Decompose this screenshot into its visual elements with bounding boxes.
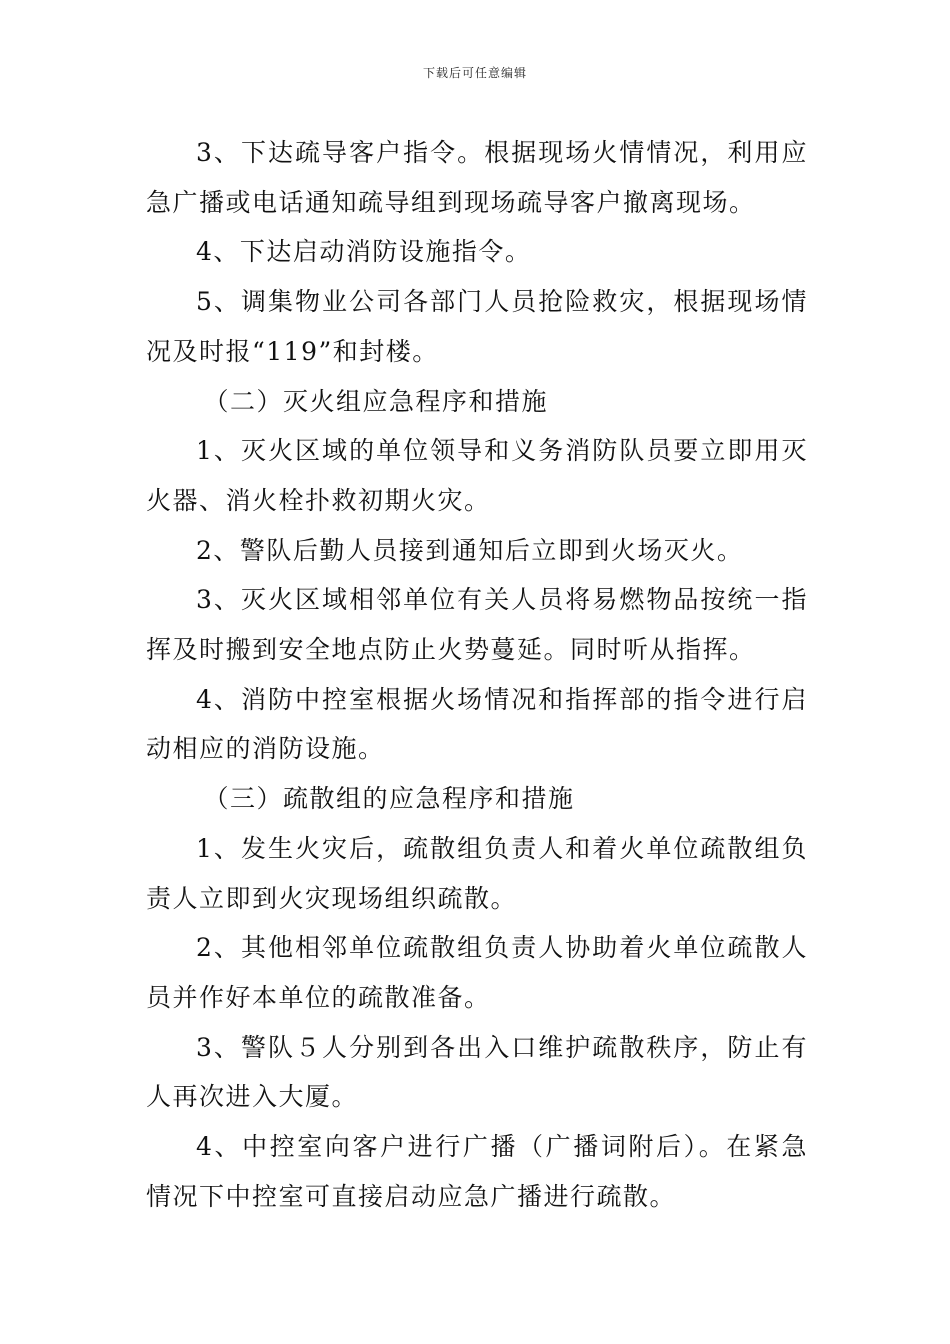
paragraph-evacuation-2: 2、其他相邻单位疏散组负责人协助着火单位疏散人员并作好本单位的疏散准备。 bbox=[146, 933, 808, 1012]
section-heading-firefighting-group: （二）灭火组应急程序和措施 bbox=[203, 386, 549, 416]
paragraph-firefighting-2: 2、警队后勤人员接到通知后立即到火场灭火。 bbox=[196, 535, 744, 565]
paragraph-evacuation-1: 1、发生火灾后，疏散组负责人和着火单位疏散组负责人立即到火灾现场组织疏散。 bbox=[146, 833, 808, 913]
paragraph-evacuation-3: 3、警队５人分别到各出入口维护疏散秩序，防止有人再次进入大厦。 bbox=[146, 1032, 808, 1112]
paragraph-firefighting-1: 1、灭火区域的单位领导和义务消防队员要立即用灭火器、消火栓扑救初期火灾。 bbox=[146, 436, 808, 515]
paragraph-item-4-fire-facilities-order: 4、下达启动消防设施指令。 bbox=[196, 237, 532, 267]
paragraph-item-5-mobilize-staff: 5、调集物业公司各部门人员抢险救灾，根据现场情况及时报“119”和封楼。 bbox=[146, 287, 808, 366]
header-note: 下载后可任意编辑 bbox=[422, 66, 527, 80]
paragraph-evacuation-4: 4、中控室向客户进行广播（广播词附后）。在紧急情况下中控室可直接启动应急广播进行疏散。 bbox=[146, 1132, 808, 1211]
paragraph-firefighting-4: 4、消防中控室根据火场情况和指挥部的指令进行启动相应的消防设施。 bbox=[146, 684, 808, 764]
section-heading-evacuation-group: （三）疏散组的应急程序和措施 bbox=[203, 784, 575, 814]
document-body bbox=[146, 128, 808, 1221]
paragraph-item-3-evacuation-order: 3、下达疏导客户指令。根据现场火情情况，利用应急广播或电话通知疏导组到现场疏导客户撤离现场。 bbox=[146, 138, 808, 217]
paragraph-firefighting-3: 3、灭火区域相邻单位有关人员将易燃物品按统一指挥及时搬到安全地点防止火势蔓延。同时听从指挥。 bbox=[146, 585, 808, 665]
